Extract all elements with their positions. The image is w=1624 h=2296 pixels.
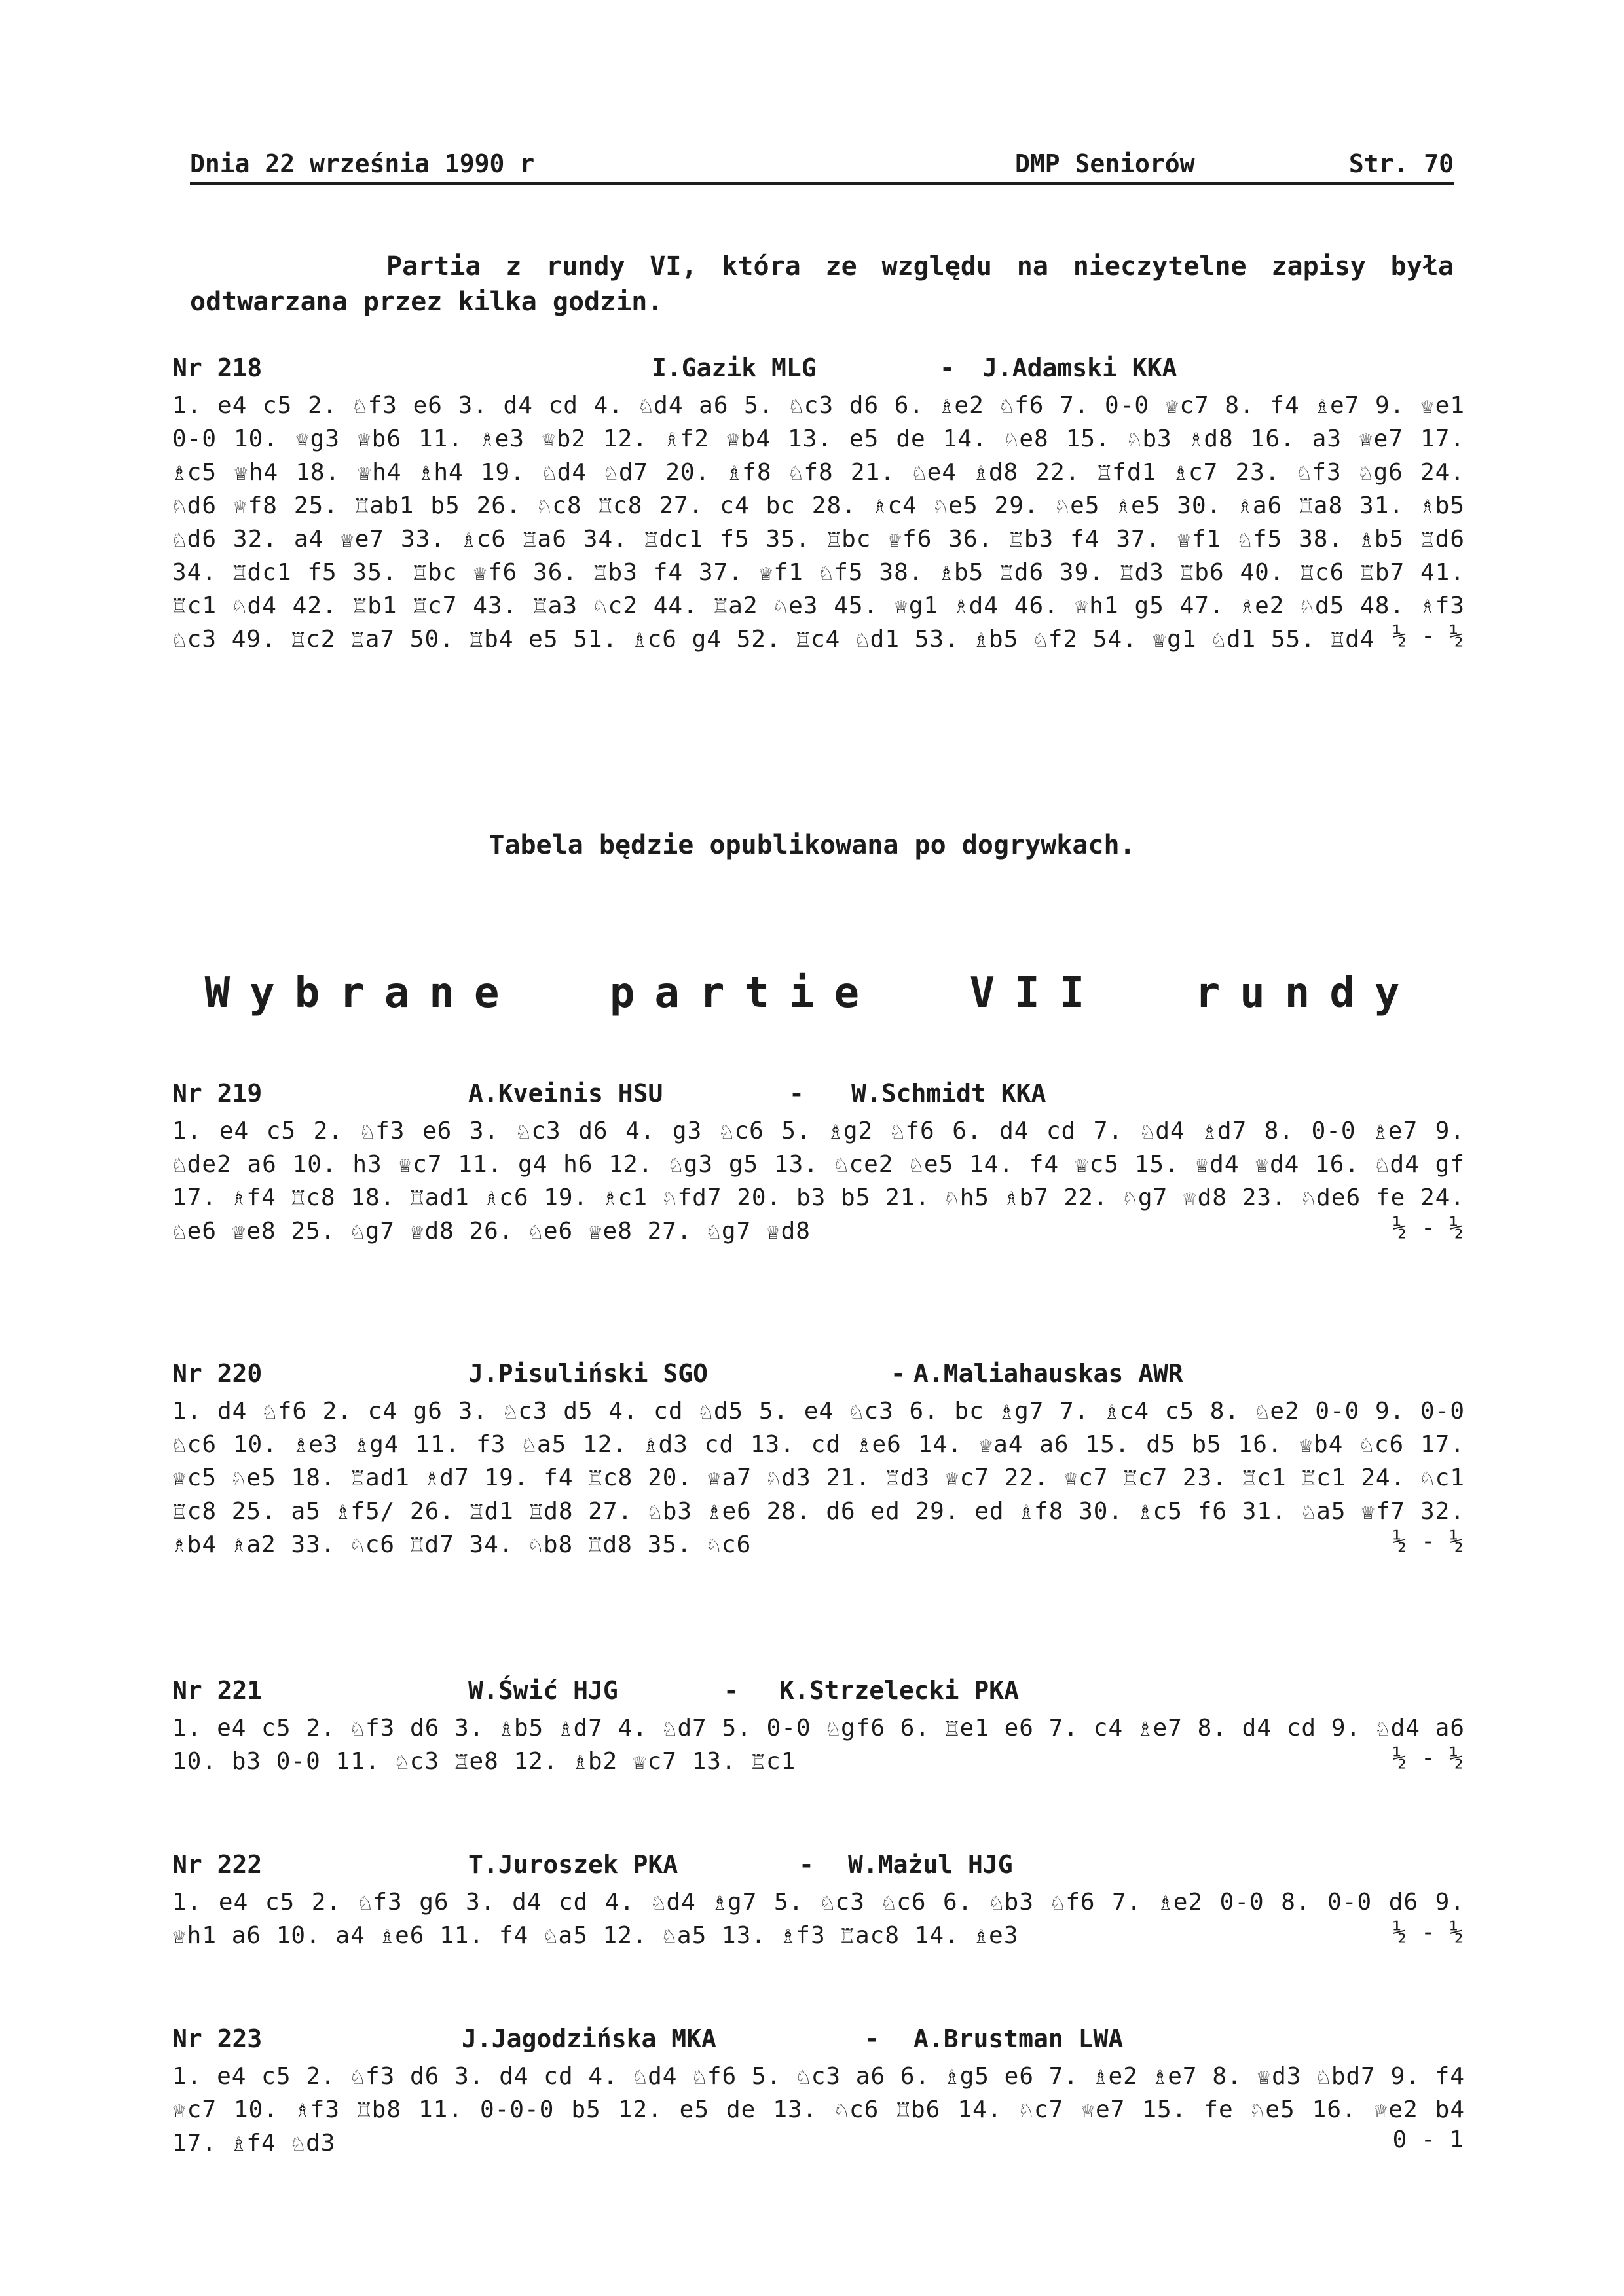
game-heading: [167, 2024, 1470, 2060]
black-player: J.Adamski KKA: [982, 354, 1177, 382]
game-result: ½ - ½: [1392, 1214, 1464, 1241]
game-moves: 1. d4 ♘f6 2. c4 g6 3. ♘c3 d5 4. cd ♘d5 5. e4 ♘c3 6. bc ♗g7 7. ♗c4 c5 8. ♘e2 0-0 9. 0-0 ♘c6 10. ♗e3 ♗g4 11. f3 ♘a5 12. ♗d3 cd 13. cd ♗e6 14. ♕a4 a6 15. d5 b5 16. ♕b4 ♘c6 17. ♕c5 ♘e5 18. ♖ad1 ♗d7 19. f4 ♖c8 20. ♕a7 ♘d3 21. ♖d3 ♕c7 22. ♕c7 ♖c7 23. ♖c1 ♖c1 24. ♘c1 ♖c8 25. a5 ♗f5/ 26. ♖d1 ♖d8 27. ♘b3 ♗e6 28. d6 ed 29. ed ♗f8 30. ♗c5 f6 31. ♘a5 ♕f7 32. ♗b4 ♗a2 33. ♘c6 ♖d7 34. ♘b8 ♖d8 35. ♘c6: [172, 1398, 1465, 1558]
game-number: Nr 218: [172, 354, 263, 382]
black-player: W.Mażul HJG: [848, 1850, 1013, 1879]
section-title: Wybrane partie VII rundy: [204, 969, 1420, 1017]
game-result-line: [167, 1919, 1470, 1952]
white-player: J.Jagodzińska MKA: [462, 2024, 716, 2053]
game-result-line: [167, 1745, 1470, 1778]
game-moves: 1. e4 c5 2. ♘f3 d6 3. ♗b5 ♗d7 4. ♘d7 5. 0-0 ♘gf6 6. ♖e1 e6 7. c4 ♗e7 8. d4 cd 9. ♘d4 a6 10. b3 0-0 11. ♘c3 ♖e8 12. ♗b2 ♕c7 13. ♖c1: [172, 1715, 1465, 1775]
black-player: K.Strzelecki PKA: [779, 1676, 1020, 1705]
game-result: 0 - 1: [1392, 2126, 1464, 2153]
players-separator: -: [891, 1359, 906, 1388]
white-player: J.Pisuliński SGO: [468, 1359, 709, 1388]
game-result-line: [167, 623, 1470, 656]
game-220: [167, 1359, 1470, 1561]
white-player: A.Kveinis HSU: [468, 1079, 663, 1108]
game-moves: 1. e4 c5 2. ♘f3 e6 3. ♘c3 d6 4. g3 ♘c6 5. ♗g2 ♘f6 6. d4 cd 7. ♘d4 ♗d7 8. 0-0 ♗e7 9. ♘de2 a6 10. h3 ♕c7 11. g4 h6 12. ♘g3 g5 13. ♘ce2 ♘e5 14. f4 ♕c5 15. ♕d4 ♕d4 16. ♘d4 gf 17. ♗f4 ♖c8 18. ♖ad1 ♗c6 19. ♗c1 ♘fd7 20. b3 b5 21. ♘h5 ♗b7 22. ♘g7 ♕d8 23. ♘de6 fe 24. ♘e6 ♕e8 25. ♘g7 ♕d8 26. ♘e6 ♕e8 27. ♘g7 ♕d8: [172, 1118, 1465, 1245]
players-separator: -: [789, 1079, 804, 1108]
game-result-line: [167, 1528, 1470, 1561]
game-result: ½ - ½: [1392, 1745, 1464, 1772]
intro-paragraph: Partia z rundy VI, która ze względu na nieczytelne zapisy była odtwarzana przez kilka godzin.: [190, 251, 1454, 317]
game-heading: [167, 1676, 1470, 1711]
game-result: ½ - ½: [1392, 1528, 1464, 1555]
game-number: Nr 222: [172, 1850, 263, 1879]
white-player: I.Gazik MLG: [652, 354, 817, 382]
game-result: ½ - ½: [1392, 1919, 1464, 1946]
players-separator: -: [799, 1850, 814, 1879]
white-player: W.Świć HJG: [468, 1676, 618, 1705]
black-player: W.Schmidt KKA: [851, 1079, 1046, 1108]
black-player: A.Maliahauskas AWR: [913, 1359, 1183, 1388]
game-heading: [167, 1359, 1470, 1394]
game-heading: [167, 1079, 1470, 1114]
header-page-number: Str. 70: [1348, 149, 1454, 178]
game-218: [167, 354, 1470, 656]
players-separator: -: [864, 2024, 879, 2053]
game-heading: [167, 354, 1470, 389]
game-moves: 1. e4 c5 2. ♘f3 d6 3. d4 cd 4. ♘d4 ♘f6 5. ♘c3 a6 6. ♗g5 e6 7. ♗e2 ♗e7 8. ♕d3 ♘bd7 9. f4 ♕c7 10. ♗f3 ♖b8 11. 0-0-0 b5 12. e5 de 13. ♘c6 ♖b6 14. ♘c7 ♕e7 15. fe ♘e5 16. ♕e2 b4 17. ♗f4 ♘d3: [172, 2063, 1465, 2157]
game-219: [167, 1079, 1470, 1248]
players-separator: -: [940, 354, 955, 382]
game-result-line: [167, 1214, 1470, 1248]
page-header: [190, 147, 1454, 185]
game-223: [167, 2024, 1470, 2160]
game-222: [167, 1850, 1470, 1952]
game-number: Nr 221: [172, 1676, 263, 1705]
header-date: Dnia 22 września 1990 r: [190, 149, 535, 178]
game-moves: 1. e4 c5 2. ♘f3 g6 3. d4 cd 4. ♘d4 ♗g7 5. ♘c3 ♘c6 6. ♘b3 ♘f6 7. ♗e2 0-0 8. 0-0 d6 9. ♕h1 a6 10. a4 ♗e6 11. f4 ♘a5 12. ♘a5 13. ♗f3 ♖ac8 14. ♗e3: [172, 1889, 1465, 1949]
game-moves: 1. e4 c5 2. ♘f3 e6 3. d4 cd 4. ♘d4 a6 5. ♘c3 d6 6. ♗e2 ♘f6 7. 0-0 ♕c7 8. f4 ♗e7 9. ♕e1 0-0 10. ♕g3 ♕b6 11. ♗e3 ♕b2 12. ♗f2 ♕b4 13. e5 de 14. ♘e8 15. ♘b3 ♗d8 16. a3 ♕e7 17. ♗c5 ♕h4 18. ♕h4 ♗h4 19. ♘d4 ♘d7 20. ♗f8 ♘f8 21. ♘e4 ♗d8 22. ♖fd1 ♗c7 23. ♘f3 ♘g6 24. ♘d6 ♕f8 25. ♖ab1 b5 26. ♘c8 ♖c8 27. c4 bc 28. ♗c4 ♘e5 29. ♘e5 ♗e5 30. ♗a6 ♖a8 31. ♗b5 ♘d6 32. a4 ♕e7 33. ♗c6 ♖a6 34. ♖dc1 f5 35. ♖bc ♕f6 36. ♖b3 f4 37. ♕f1 ♘f5 38. ♗b5 ♖d6 34. ♖dc1 f5 35. ♖bc ♕f6 36. ♖b3 f4 37. ♕f1 ♘f5 38. ♗b5 ♖d6 39. ♖d3 ♖b6 40. ♖c6 ♖b7 41. ♖c1 ♘d4 42. ♖b1 ♖c7 43. ♖a3 ♘c2 44. ♖a2 ♘e3 45. ♕g1 ♗d4 46. ♕h1 g5 47. ♗e2 ♘d5 48. ♗f3 ♘c3 49. ♖c2 ♖a7 50. ♖b4 e5 51. ♗c6 g4 52. ♖c4 ♘d1 53. ♗b5 ♘f2 54. ♕g1 ♘d1 55. ♖d4: [172, 392, 1465, 653]
players-separator: -: [724, 1676, 739, 1705]
game-221: [167, 1676, 1470, 1778]
game-result-line: [167, 2126, 1470, 2160]
black-player: A.Brustman LWA: [913, 2024, 1124, 2053]
game-number: Nr 220: [172, 1359, 263, 1388]
game-number: Nr 223: [172, 2024, 263, 2053]
white-player: T.Juroszek PKA: [468, 1850, 678, 1879]
game-heading: [167, 1850, 1470, 1886]
header-event: DMP Seniorów: [1015, 149, 1195, 178]
table-notice: Tabela będzie opublikowana po dogrywkach.: [489, 830, 1135, 860]
game-result: ½ - ½: [1392, 623, 1464, 649]
game-number: Nr 219: [172, 1079, 263, 1108]
